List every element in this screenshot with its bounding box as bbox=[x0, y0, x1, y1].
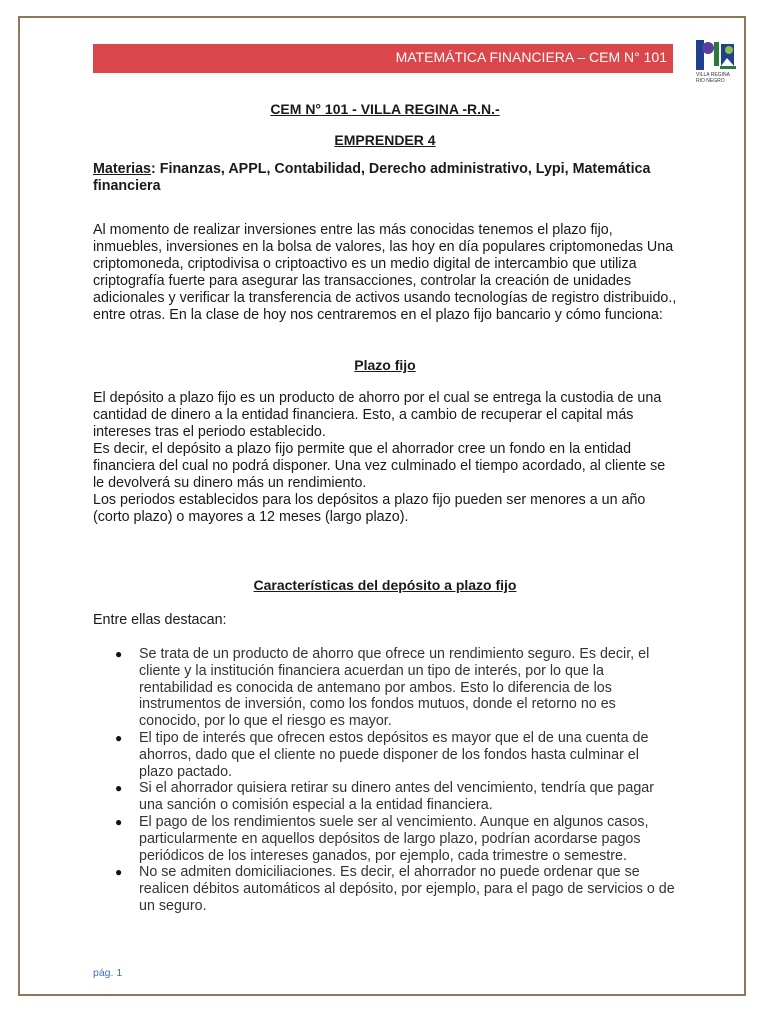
project-title: EMPRENDER 4 bbox=[334, 132, 436, 148]
bullet-icon: ● bbox=[115, 865, 123, 880]
bullet-icon: ● bbox=[115, 781, 123, 796]
plazo-paragraph: Es decir, el depósito a plazo fijo permite que el ahorrador cree un fondo en la entidad financiera del cual no podrá disponer. Una vez culminado el tiempo acordado, al cliente se le devolverá su dinero más un rendimiento. bbox=[93, 441, 666, 491]
section-title-plazo-fijo: Plazo fijo bbox=[354, 357, 416, 373]
list-item: ● El pago de los rendimientos suele ser al vencimiento. Aunque en algunos casos, particularmente en aquellos depósitos de largo plazo, podrían acordarse pagos periódicos de los intereses ganados, por ejemplo, cada trimestre o semestre. bbox=[115, 813, 649, 864]
materias-value: : Finanzas, APPL, Contabilidad, Derecho administrativo, Lypi, Matemática financiera bbox=[93, 161, 651, 194]
list-item: ● No se admiten domiciliaciones. Es decir, el ahorrador no puede ordenar que se realicen débitos automáticos al depósito, por ejemplo, para el pago de servicios o de un seguro. bbox=[115, 864, 675, 914]
plazo-paragraph: El depósito a plazo fijo es un producto de ahorro por el cual se entrega la custodia de una cantidad de dinero a la entidad financiera. Esto, a cambio de recuperar el capital más intereses tras el periodo establecido. bbox=[93, 390, 662, 440]
logo-caption: VILLA REGINA RIO NEGRO bbox=[696, 72, 730, 84]
materias-line bbox=[93, 161, 677, 195]
plazo-fijo-body bbox=[93, 390, 677, 526]
list-item: ● Si el ahorrador quisiera retirar su dinero antes del vencimiento, tendría que pagar una sanción o comisión especial a la entidad financiera. bbox=[115, 780, 654, 814]
materias-label: Materias bbox=[93, 161, 152, 177]
header-bar bbox=[93, 44, 673, 73]
page-number: pág. 1 bbox=[93, 967, 123, 979]
bullet-icon: ● bbox=[115, 814, 123, 829]
school-title: CEM N° 101 - VILLA REGINA -R.N.- bbox=[270, 101, 500, 117]
plazo-paragraph: Los periodos establecidos para los depósitos a plazo fijo pueden ser menores a un año (corto plazo) o mayores a 12 meses (largo plazo). bbox=[93, 492, 646, 525]
intro-paragraph: Al momento de realizar inversiones entre las más conocidas tenemos el plazo fijo, inmuebles, inversiones en la bolsa de valores, las hoy en día populares criptomonedas Una criptomoneda, criptodivisa o criptoactivo es un medio digital de intercambio que utiliza criptografía fuerte para asegurar las transacciones, controlar la creación de unidades adicionales y verificar la transferencia de activos usando tecnologías de registro distribuido., entre otras. En la clase de hoy nos centraremos en el plazo fijo bancario y cómo funciona: bbox=[93, 222, 677, 323]
caracteristicas-list bbox=[93, 646, 677, 915]
bullet-icon: ● bbox=[115, 647, 123, 661]
section-title-caracteristicas: Características del depósito a plazo fijo bbox=[253, 577, 517, 593]
header-title: MATEMÁTICA FINANCIERA – CEM N° 101 bbox=[395, 49, 667, 65]
list-item: ● Se trata de un producto de ahorro que ofrece un rendimiento seguro. Es decir, el cliente y la institución financiera acuerdan un tipo de interés, por lo que la rentabilidad es conocida de antemano por ambos. Esto lo diferencia de los instrumentos de inversión, como los fondos mutuos, donde el retorno no es conocido, por lo que el riesgo es mayor. bbox=[115, 646, 650, 730]
bullet-icon: ● bbox=[115, 730, 123, 745]
caracteristicas-lead: Entre ellas destacan: bbox=[93, 612, 227, 628]
list-item: ● El tipo de interés que ofrecen estos depósitos es mayor que el de una cuenta de ahorros, dado que el cliente no puede disponer de los fondos hasta culminar el plazo pactado. bbox=[115, 729, 649, 780]
